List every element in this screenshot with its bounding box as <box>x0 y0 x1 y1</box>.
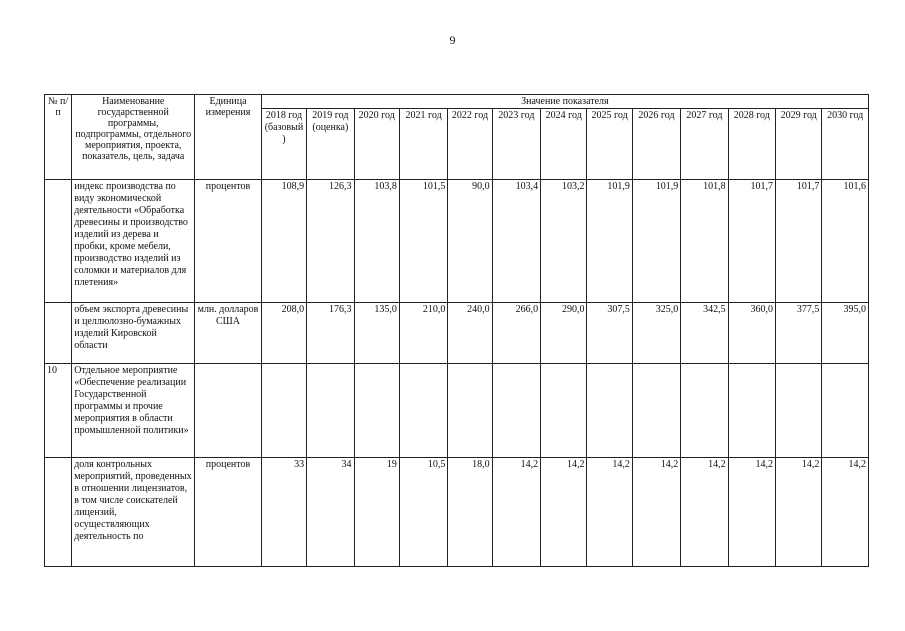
row-value <box>354 364 399 458</box>
row-value: 135,0 <box>354 303 399 364</box>
row-value: 101,9 <box>587 180 632 303</box>
row-no <box>45 458 72 567</box>
table-row <box>45 180 869 303</box>
row-value <box>307 364 354 458</box>
row-value <box>492 364 540 458</box>
row-no <box>45 180 72 303</box>
row-value: 103,4 <box>492 180 540 303</box>
header-year: 2024 год <box>541 109 587 180</box>
row-value: 101,6 <box>822 180 869 303</box>
row-value <box>261 364 306 458</box>
header-year: 2029 год <box>775 109 821 180</box>
header-year: 2026 год <box>632 109 680 180</box>
row-value: 101,9 <box>632 180 680 303</box>
row-value: 101,7 <box>728 180 775 303</box>
row-value: 14,2 <box>587 458 632 567</box>
row-name: доля контрольных мероприятий, проведенных в отношении лицензиатов, в том числе соискателей лицензий, осуществляющих деятельность по <box>72 458 195 567</box>
row-value: 19 <box>354 458 399 567</box>
row-value <box>728 364 775 458</box>
row-value: 307,5 <box>587 303 632 364</box>
row-value: 10,5 <box>399 458 447 567</box>
row-value: 103,8 <box>354 180 399 303</box>
row-no: 10 <box>45 364 72 458</box>
row-value <box>775 364 821 458</box>
header-year: 2028 год <box>728 109 775 180</box>
header-year: 2027 год <box>681 109 728 180</box>
header-unit: Единица измерения <box>195 95 262 180</box>
row-unit <box>195 364 262 458</box>
header-year: 2022 год <box>448 109 492 180</box>
row-value <box>399 364 447 458</box>
row-value: 377,5 <box>775 303 821 364</box>
header-name: Наименование государственной программы, подпрограммы, отдельного мероприятия, проекта, показатель, цель, задача <box>72 95 195 180</box>
row-unit: процентов <box>195 180 262 303</box>
row-name: индекс производства по виду экономической деятельности «Обработка древесины и производство изделий из дерева и пробки, кроме мебели, производство изделий из соломки и материалов для плетения» <box>72 180 195 303</box>
row-value: 90,0 <box>448 180 492 303</box>
header-year: 2023 год <box>492 109 540 180</box>
row-value: 290,0 <box>541 303 587 364</box>
header-year: 2019 год (оценка) <box>307 109 354 180</box>
row-value: 210,0 <box>399 303 447 364</box>
row-value: 34 <box>307 458 354 567</box>
row-value: 14,2 <box>728 458 775 567</box>
row-name: объем экспорта древесины и целлюлозно-бумажных изделий Кировской области <box>72 303 195 364</box>
row-value: 14,2 <box>681 458 728 567</box>
header-year: 2018 год (базовый) <box>261 109 306 180</box>
row-value: 342,5 <box>681 303 728 364</box>
row-value: 395,0 <box>822 303 869 364</box>
row-no <box>45 303 72 364</box>
row-value <box>822 364 869 458</box>
row-value <box>681 364 728 458</box>
row-value: 14,2 <box>775 458 821 567</box>
table-row <box>45 303 869 364</box>
row-value: 126,3 <box>307 180 354 303</box>
indicator-table <box>44 94 869 567</box>
row-value: 360,0 <box>728 303 775 364</box>
header-year: 2025 год <box>587 109 632 180</box>
row-value: 103,2 <box>541 180 587 303</box>
page-number: 9 <box>449 33 456 47</box>
row-value: 14,2 <box>541 458 587 567</box>
row-value: 14,2 <box>632 458 680 567</box>
table-row <box>45 364 869 458</box>
row-value: 101,5 <box>399 180 447 303</box>
header-year: 2021 год <box>399 109 447 180</box>
row-name: Отдельное мероприятие «Обеспечение реализации Государственной программы и прочие мероприятия в области промышленной политики» <box>72 364 195 458</box>
row-value <box>632 364 680 458</box>
row-value: 14,2 <box>822 458 869 567</box>
header-row-1 <box>45 95 869 109</box>
row-value: 101,8 <box>681 180 728 303</box>
row-value: 240,0 <box>448 303 492 364</box>
row-value <box>541 364 587 458</box>
row-value <box>448 364 492 458</box>
row-value: 18,0 <box>448 458 492 567</box>
table-row <box>45 458 869 567</box>
row-value: 176,3 <box>307 303 354 364</box>
row-value: 14,2 <box>492 458 540 567</box>
header-value-group: Значение показателя <box>261 95 868 109</box>
header-no: № п/п <box>45 95 72 180</box>
header-year: 2020 год <box>354 109 399 180</box>
row-unit: млн. долларов США <box>195 303 262 364</box>
row-unit: процентов <box>195 458 262 567</box>
row-value: 101,7 <box>775 180 821 303</box>
header-year: 2030 год <box>822 109 869 180</box>
row-value: 266,0 <box>492 303 540 364</box>
row-value <box>587 364 632 458</box>
row-value: 208,0 <box>261 303 306 364</box>
row-value: 108,9 <box>261 180 306 303</box>
row-value: 33 <box>261 458 306 567</box>
row-value: 325,0 <box>632 303 680 364</box>
